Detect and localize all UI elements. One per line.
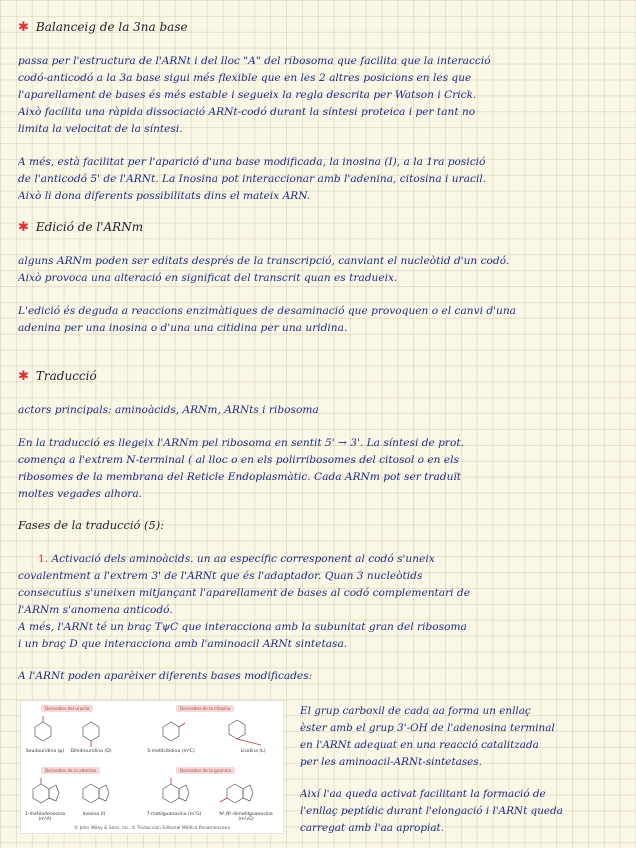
figure-caption: 7-metilguanosina (m⁷G) <box>146 812 202 817</box>
text-line: de l'anticodó 5' de l'ARNt. La Inosina pot interaccionar amb l'adenina, citosina i uracil. <box>18 173 487 185</box>
molecule-ring <box>163 722 179 741</box>
star-icon: ✱ <box>18 369 29 384</box>
section-heading-edicio: ✱ Edició de l'ARNm <box>18 220 144 235</box>
molecule-ring <box>35 722 51 741</box>
modified-bases-figure <box>20 700 284 834</box>
text-line: per les aminoacil-ARNt-sintetases. <box>300 756 482 768</box>
text-line: A més, està facilitat per l'aparició d'una base modificada, la inosina (I), a la 1ra posició <box>18 156 486 168</box>
section-heading-traduccio: ✱ Traducció <box>18 369 97 384</box>
figure-copyright: © John Wiley & Sons, Inc. © Traducción Editorial Médica Panamericana <box>73 826 231 831</box>
text-line: codó-anticodó a la 3a base sigui més flexible que en les 2 altres posicions en les que <box>18 72 472 84</box>
section-heading-balanceig: ✱ Balanceig de la 3na base <box>18 20 188 35</box>
molecule-ring <box>243 785 253 801</box>
text-line: èster amb el grup 3'-OH de l'adenosina terminal <box>300 722 555 734</box>
text-line: adenina per una inosina o d'una una citidina per una uridina. <box>18 322 348 334</box>
molecule-ring <box>83 722 99 741</box>
text-line: passa per l'estructura de l'ARNt i del lloc "A" del ribosoma que facilita que la interacció <box>18 55 491 67</box>
text-line: Això li dona diferents possibilitats dins el mateix ARN. <box>18 190 311 202</box>
molecule-ring <box>163 784 179 803</box>
text-line: ribosomes de la membrana del Reticle Endoplasmàtic. Cada ARNm pot ser traduït <box>18 471 462 483</box>
figure-tag: Derivados de la citosina <box>176 705 234 712</box>
figure-tag: Derivados de la guanina <box>176 767 235 774</box>
text-line: El grup carboxil de cada aa forma un enllaç <box>300 705 531 717</box>
phases-title: Fases de la traducció (5): <box>18 518 164 532</box>
molecule-ring <box>227 784 243 803</box>
text-line: consecutius s'uneixen mitjançant l'aparellament de bases al codó complementari de <box>18 587 470 599</box>
figure-caption: Dihidrouridina (D) <box>70 749 112 754</box>
text-line: En la traducció es llegeix l'ARNm pel ribosoma en sentit 5' → 3'. La síntesi de prot. <box>18 437 464 449</box>
star-icon: ✱ <box>18 20 29 35</box>
figure-caption: N²,N²-dimetilguanosina (m²₂G) <box>219 812 273 822</box>
molecule-ring <box>83 784 99 803</box>
text-line: l'aparellament de bases és més estable i segueix la regla descrita per Watson i Crick. <box>18 89 477 101</box>
text-line: Això provoca una alteració en significat del transcrit quan es tradueix. <box>18 272 398 284</box>
figure-caption: Lisidina (L) <box>240 749 266 754</box>
molecule-ring <box>229 720 245 739</box>
text-line: comença a l'extrem N-terminal ( al lloc o en els polirribosomes del citosol o en els <box>18 454 459 466</box>
molecule-ring <box>179 785 189 801</box>
text-line: covalentment a l'extrem 3' de l'ARNt que és l'adaptador. Quan 3 nucleòtids <box>18 570 423 582</box>
text-line: i un braç D que interacciona amb l'aminoacil ARNt sintetasa. <box>18 638 348 650</box>
figure-caption: Seudouridina (ψ) <box>25 749 65 754</box>
text-line: l'enllaç peptídic durant l'elongació i l'ARNt queda <box>300 805 563 817</box>
figure-tag: Derivados del uracilo <box>41 705 93 712</box>
figure-caption: Inosina (I) <box>82 812 106 817</box>
molecule-ring <box>33 784 49 803</box>
star-icon: ✱ <box>18 220 29 235</box>
step-text-first: un aa específic corresponent al codó s'uneix <box>196 553 435 565</box>
figure-caption: 1-metiladenosina (m¹A) <box>25 812 65 822</box>
text-line: Així l'aa queda activat facilitant la formació de <box>300 788 546 800</box>
figure-caption: 5-metilcitidina (m⁵C) <box>147 749 195 754</box>
text-line: L'edició és deguda a reaccions enzimàtiques de desaminació que provoquen o el canvi d'una <box>18 305 516 317</box>
molecule-ring <box>49 785 59 801</box>
molecule-ring <box>99 785 109 801</box>
text-line: carregat amb l'aa apropiat. <box>300 822 445 834</box>
actors-line: actors principals: aminoàcids, ARNm, ARNts i ribosoma <box>18 404 319 416</box>
step-number: 1. <box>38 553 49 565</box>
text-line: A més, l'ARNt té un braç TψC que interacciona amb la subunitat gran del ribosoma <box>18 621 467 633</box>
text-line: moltes vegades alhora. <box>18 488 143 500</box>
text-line: en l'ARNt adequat en una reacció catalitzada <box>300 739 539 751</box>
text-line: l'ARNm s'anomena anticodó. <box>18 604 173 616</box>
text-line: alguns ARNm poden ser editats després de la transcripció, canviant el nucleòtid d'un codó. <box>18 255 510 267</box>
figure-tag: Derivados de la adenina <box>41 767 100 774</box>
text-line: limita la velocitat de la síntesi. <box>18 123 183 135</box>
step-one-line <box>38 552 622 567</box>
step-title: Activació dels aminoàcids. <box>51 553 194 565</box>
modified-bases-intro: A l'ARNt poden aparèixer diferents bases modificades: <box>18 670 313 682</box>
text-line: Això facilita una ràpida dissociació ARNt-codó durant la síntesi proteica i per tant no <box>18 106 476 118</box>
